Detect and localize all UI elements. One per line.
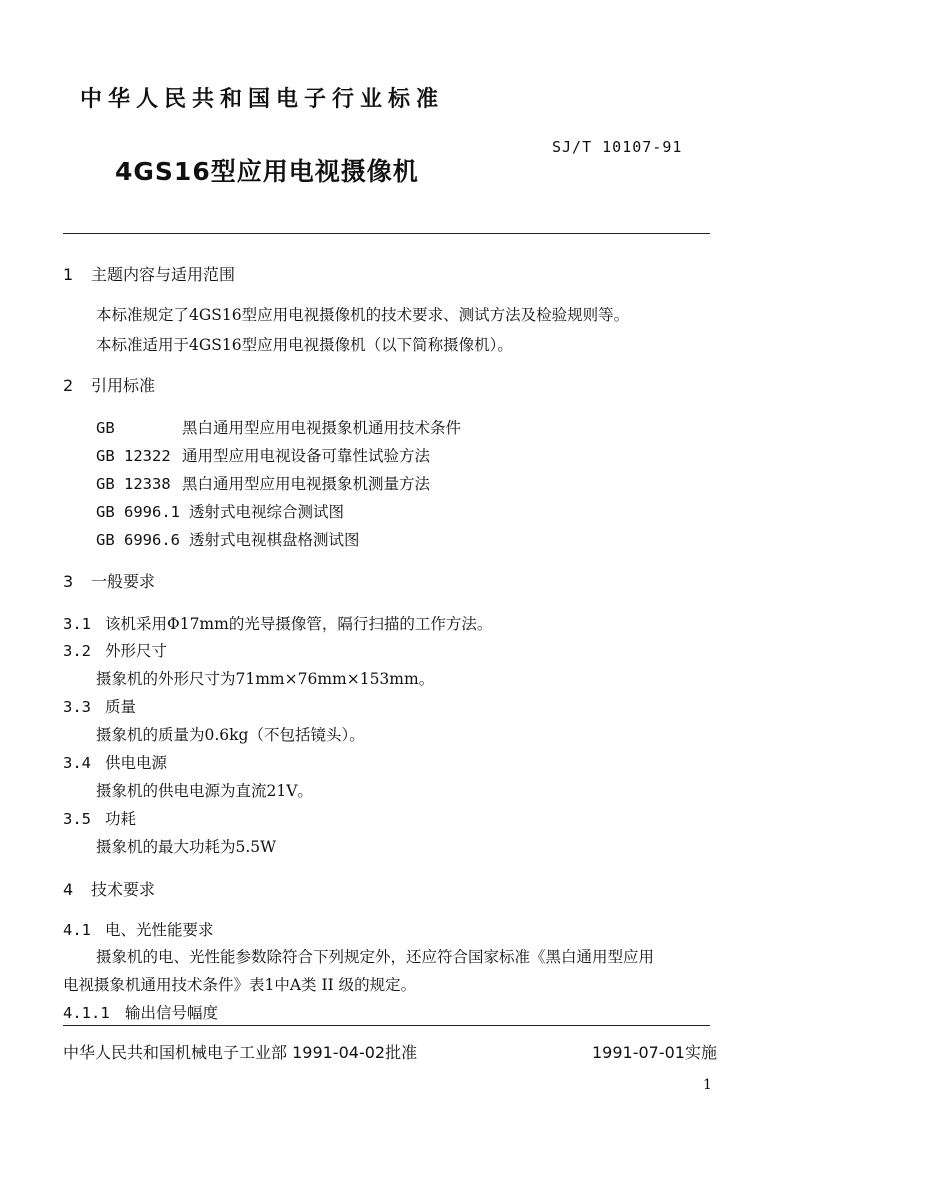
section-title: 主题内容与适用范围 [91, 265, 236, 284]
section-2-heading [63, 373, 155, 396]
clause-4-1-1 [63, 1001, 218, 1023]
clause-label: 供电电源 [105, 754, 168, 772]
clause-3-5 [63, 807, 136, 829]
footer-divider [63, 1025, 710, 1026]
reference-code: GB 6996.1 [96, 503, 180, 521]
clause-number: 3.3 [63, 698, 91, 716]
clause-4-1-text-line-2: 电视摄象机通用技术条件》表1中A类 II 级的规定。 [63, 976, 417, 994]
clause-number: 3.5 [63, 810, 91, 828]
clause-3-2 [63, 639, 167, 661]
clause-label: 电、光性能要求 [105, 921, 214, 939]
clause-number: 4.1.1 [63, 1004, 110, 1022]
section-title: 技术要求 [91, 880, 156, 899]
section-3-heading [63, 569, 155, 592]
standard-number: SJ/T 10107-91 [552, 138, 683, 156]
reference-title: 黑白通用型应用电视摄象机通用技术条件 [182, 419, 462, 437]
document-title: 4GS16型应用电视摄像机 [115, 157, 419, 186]
section-1-paragraph-2: 本标准适用于4GS16型应用电视摄像机（以下简称摄像机）。 [96, 336, 513, 354]
clause-3-4-text: 摄象机的供电电源为直流21V。 [96, 782, 313, 800]
header-divider [63, 233, 710, 234]
reference-item [96, 528, 360, 550]
clause-number: 3.4 [63, 754, 91, 772]
clause-label: 外形尺寸 [105, 642, 168, 660]
reference-code: GB [96, 419, 115, 437]
section-number: 2 [63, 376, 74, 395]
clause-4-1 [63, 918, 214, 940]
reference-code: GB 12322 [96, 447, 171, 465]
reference-item [96, 472, 430, 494]
approval-statement: 中华人民共和国机械电子工业部 1991-04-02批准 [63, 1043, 418, 1062]
clause-3-3-text: 摄象机的质量为0.6kg（不包括镜头）。 [96, 726, 365, 744]
effective-date: 1991-07-01实施 [592, 1043, 717, 1062]
reference-code: GB 6996.6 [96, 531, 180, 549]
clause-number: 3.2 [63, 642, 91, 660]
clause-3-3 [63, 695, 136, 717]
clause-label: 功耗 [105, 810, 137, 828]
clause-text: 该机采用Φ17mm的光导摄像管，隔行扫描的工作方法。 [105, 615, 493, 633]
clause-3-5-text: 摄象机的最大功耗为5.5W [96, 838, 277, 856]
clause-3-1 [63, 612, 492, 634]
section-1-paragraph-1: 本标准规定了4GS16型应用电视摄像机的技术要求、测试方法及检验规则等。 [96, 306, 630, 324]
section-title: 一般要求 [91, 572, 156, 591]
clause-label: 输出信号幅度 [125, 1004, 219, 1022]
clause-3-2-text: 摄象机的外形尺寸为71mm×76mm×153mm。 [96, 670, 435, 688]
clause-3-4 [63, 751, 167, 773]
clause-number: 3.1 [63, 615, 91, 633]
section-number: 3 [63, 572, 74, 591]
section-title: 引用标准 [91, 376, 156, 395]
issuing-body-header: 中华人民共和国电子行业标准 [80, 87, 445, 112]
reference-title: 黑白通用型应用电视摄象机测量方法 [182, 475, 431, 493]
reference-title: 通用型应用电视设备可靠性试验方法 [182, 447, 431, 465]
clause-label: 质量 [105, 698, 137, 716]
reference-title: 透射式电视棋盘格测试图 [189, 531, 360, 549]
section-1-heading [63, 262, 235, 285]
reference-item [96, 416, 461, 438]
section-4-heading [63, 877, 155, 900]
section-number: 4 [63, 880, 74, 899]
clause-4-1-text-line-1: 摄象机的电、光性能参数除符合下列规定外，还应符合国家标准《黑白通用型应用 [96, 948, 655, 966]
section-number: 1 [63, 265, 74, 284]
reference-item [96, 444, 430, 466]
page-number: 1 [703, 1077, 712, 1093]
clause-number: 4.1 [63, 921, 91, 939]
reference-title: 透射式电视综合测试图 [189, 503, 345, 521]
reference-code: GB 12338 [96, 475, 171, 493]
reference-item [96, 500, 344, 522]
